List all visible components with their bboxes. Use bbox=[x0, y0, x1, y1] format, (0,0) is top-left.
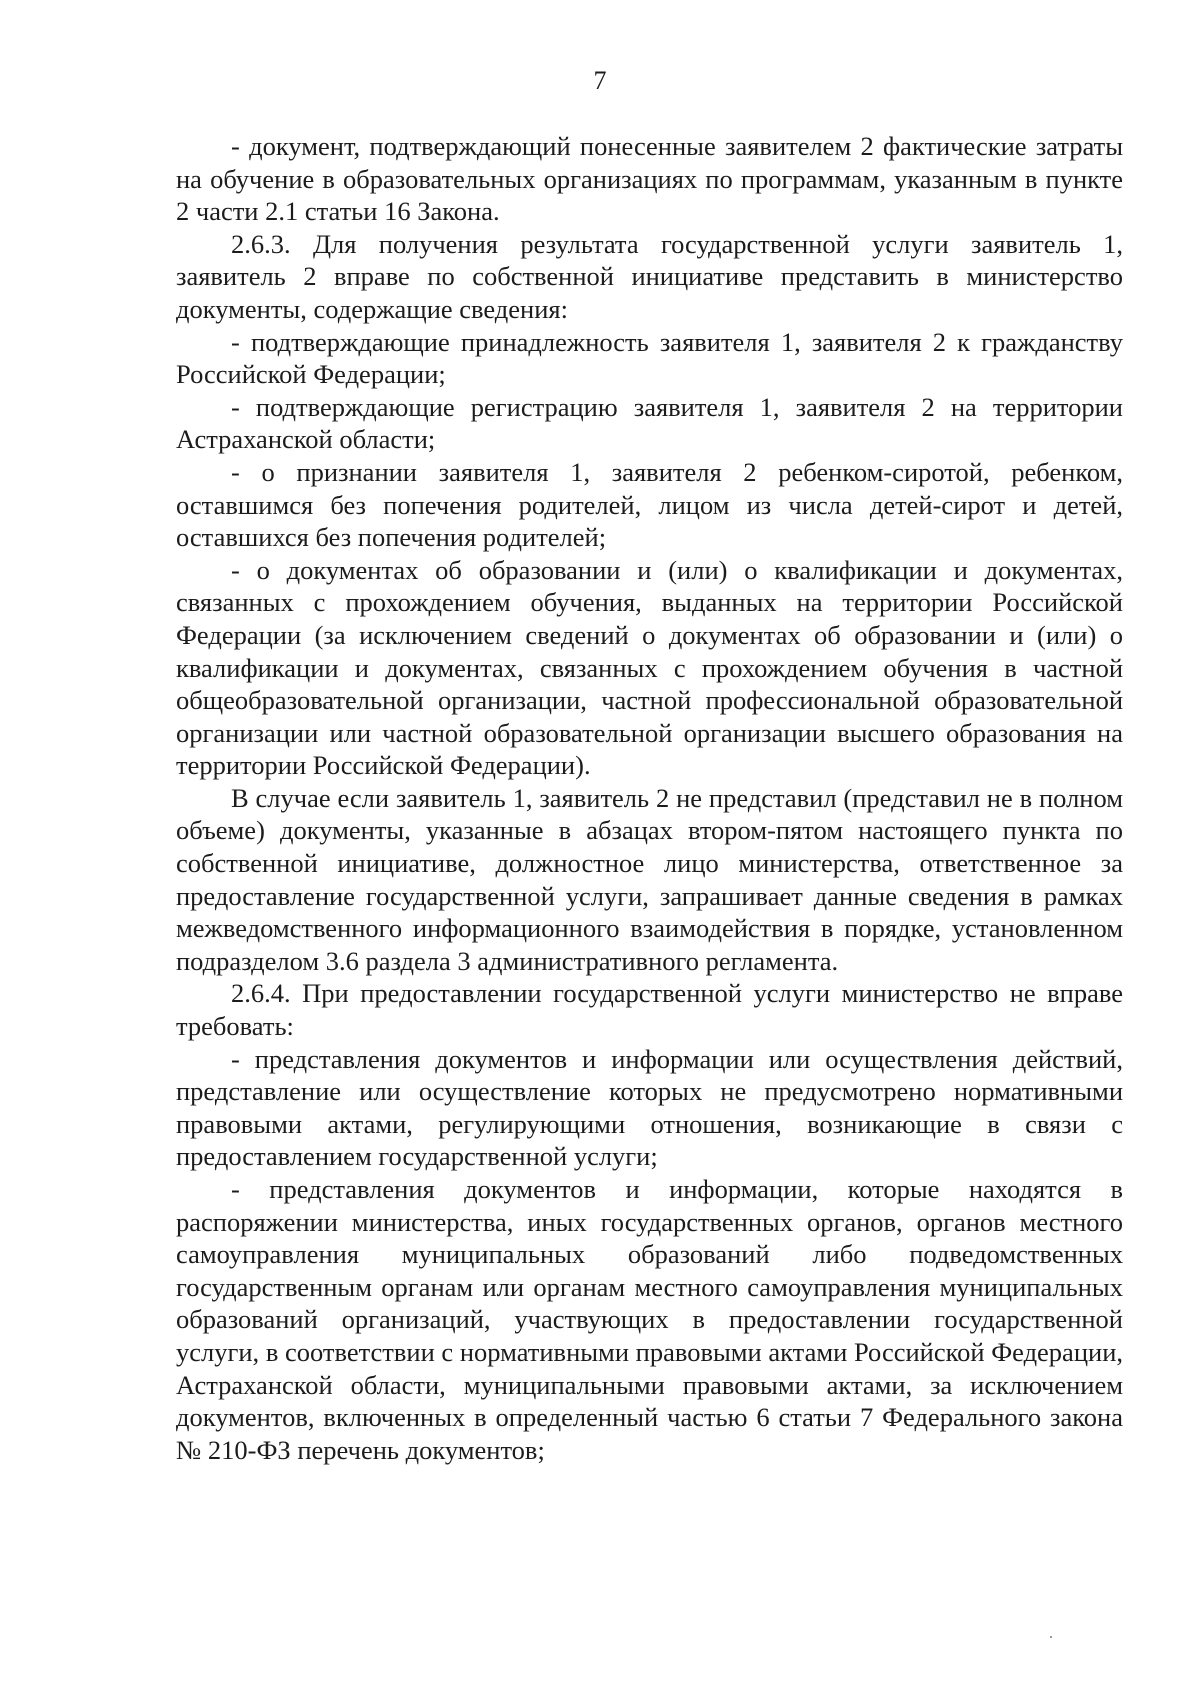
paragraph-expense-document: - документ, подтверждающий понесенные заявителем 2 фактические затраты на обучение в образовательных организациях по программам, указанным в пункте 2 части 2.1 статьи 16 Закона. bbox=[176, 131, 1123, 227]
paragraph-education-documents: - о документах об образовании и (или) о квалификации и документах, связанных с прохождением обучения, выданных на территории Российской Федерации (за исключением сведений о документах об образовании и (или) о квалификации и документах, связанных с прохождением обучения в частной общеобразовательной организации, частной профессиональной образовательной организации или частной образовательной организации высшего образования на территории Российской Федерации). bbox=[176, 554, 1123, 781]
scan-artifact bbox=[1050, 1636, 1052, 1638]
paragraph-not-required-actions: - представления документов и информации или осуществления действий, представление или осуществление которых не предусмотрено нормативными правовыми актами, регулирующими отношения, возникающие в связи с предоставлением государственной услуги; bbox=[176, 1043, 1123, 1172]
paragraph-citizenship: - подтверждающие принадлежность заявителя 1, заявителя 2 к гражданству Российской Федерации; bbox=[176, 326, 1123, 390]
paragraph-2-6-3: 2.6.3. Для получения результата государственной услуги заявитель 1, заявитель 2 вправе по собственной инициативе представить в министерство документы, содержащие сведения: bbox=[176, 228, 1123, 324]
document-body bbox=[176, 130, 1123, 1466]
paragraph-not-required-documents: - представления документов и информации, которые находятся в распоряжении министерства, иных государственных органов, органов местного самоуправления муниципальных образований либо подведомственных государственным органам или органам местного самоуправления муниципальных образований организаций, участвующих в предоставлении государственной услуги, в соответствии с нормативными правовыми актами Российской Федерации, Астраханской области, муниципальными правовыми актами, за исключением документов, включенных в определенный частью 6 статьи 7 Федерального закона № 210-ФЗ перечень документов; bbox=[176, 1174, 1123, 1465]
page-number: 7 bbox=[593, 66, 607, 95]
paragraph-registration: - подтверждающие регистрацию заявителя 1, заявителя 2 на территории Астраханской области; bbox=[176, 391, 1123, 455]
paragraph-interagency-request: В случае если заявитель 1, заявитель 2 не представил (представил не в полном объеме) документы, указанные в абзацах втором-пятом настоящего пункта по собственной инициативе, должностное лицо министерства, ответственное за предоставление государственной услуги, запрашивает данные сведения в рамках межведомственного информационного взаимодействия в порядке, установленном подразделом 3.6 раздела 3 административного регламента. bbox=[176, 782, 1123, 976]
paragraph-orphan-status: - о признании заявителя 1, заявителя 2 ребенком-сиротой, ребенком, оставшимся без попечения родителей, лицом из числа детей-сирот и детей, оставшихся без попечения родителей; bbox=[176, 456, 1123, 553]
paragraph-2-6-4: 2.6.4. При предоставлении государственной услуги министерство не вправе требовать: bbox=[176, 978, 1123, 1042]
